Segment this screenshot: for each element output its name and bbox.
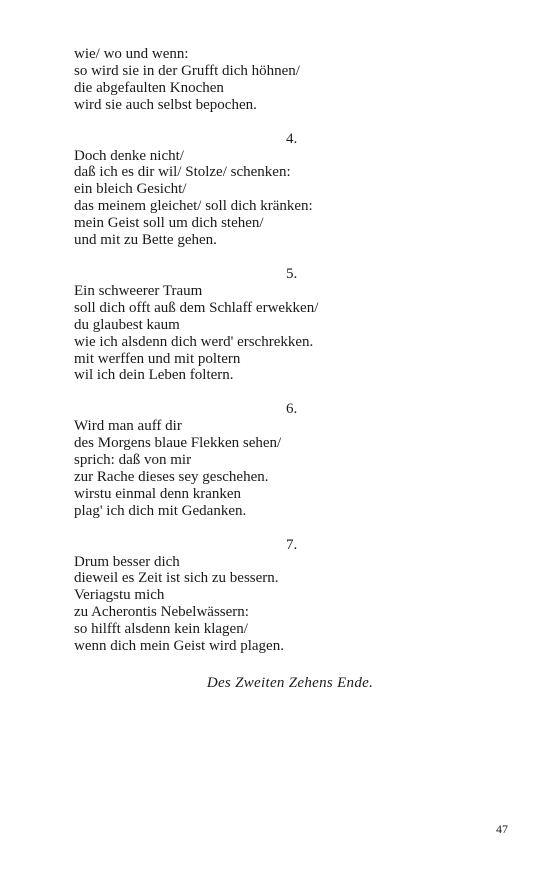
poem-line: so hilfft alsdenn kein klagen/ (74, 621, 248, 638)
poem-line: daß ich es dir wil/ Stolze/ schenken: (74, 164, 291, 181)
poem-line: sprich: daß von mir (74, 452, 192, 469)
poem-line: soll dich offt auß dem Schlaff erwekken/ (74, 299, 319, 316)
stanza-number: 6. (286, 401, 298, 418)
stanza-number: 7. (286, 536, 298, 553)
stanza-number: 4. (286, 130, 298, 147)
poem-line: plag' ich dich mit Gedanken. (74, 502, 247, 519)
stanza-number: 5. (286, 265, 298, 282)
stanza-5 (74, 266, 494, 384)
poem-line: und mit zu Bette gehen. (74, 232, 217, 249)
poem-line: Ein schweerer Traum (74, 282, 203, 299)
poem-line: du glaubest kaum (74, 316, 180, 333)
poem-line: wirstu einmal denn kranken (74, 485, 242, 502)
poem-line: dieweil es Zeit ist sich zu bessern. (74, 570, 279, 587)
poem-line: das meinem gleichet/ soll dich kränken: (74, 198, 313, 215)
poem-line: des Morgens blaue Flekken sehen/ (74, 435, 282, 452)
section-closing-line: Des Zweiten Zehens Ende. (206, 675, 374, 691)
poem-line: Wird man auff dir (74, 418, 182, 435)
poem-text (74, 46, 494, 655)
poem-line: wie/ wo und wenn: (74, 46, 189, 62)
stanza-6 (74, 401, 494, 519)
stanza-4 (74, 131, 494, 249)
poem-line: ein bleich Gesicht/ (74, 181, 187, 198)
poem-line: mein Geist soll um dich stehen/ (74, 215, 264, 232)
poem-line: Veriagstu mich (74, 587, 165, 604)
continuation-stanza (74, 46, 494, 114)
poem-line: zu Acherontis Nebelwässern: (74, 604, 249, 621)
poem-line: die abgefaulten Knochen (74, 79, 224, 96)
stanza-7 (74, 537, 494, 655)
poem-line: mit werffen und mit poltern (74, 350, 241, 367)
poem-line: wil ich dein Leben foltern. (74, 367, 234, 384)
poem-line: wird sie auch selbst bepochen. (74, 96, 257, 113)
poem-line: wie ich alsdenn dich werd' erschrekken. (74, 333, 314, 350)
poem-line: zur Rache dieses sey geschehen. (74, 468, 269, 485)
page-number: 47 (496, 822, 508, 836)
poem-line: Doch denke nicht/ (74, 147, 184, 164)
poem-line: Drum besser dich (74, 553, 180, 570)
poem-line: so wird sie in der Grufft dich höhnen/ (74, 62, 300, 79)
poem-line: wenn dich mein Geist wird plagen. (74, 638, 284, 655)
